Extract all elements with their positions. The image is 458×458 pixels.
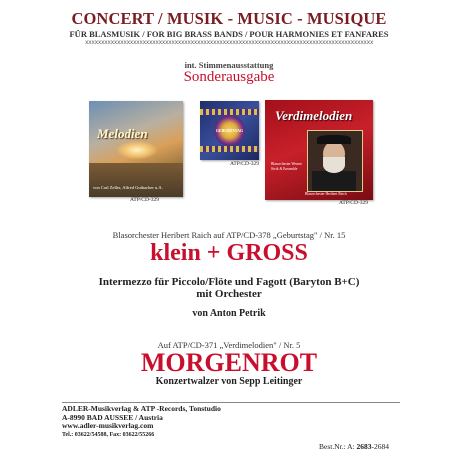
order-number-suffix: -2684: [371, 442, 390, 451]
piece1-composer: von Anton Petrik: [192, 308, 266, 319]
cd-cover-title: GEBURTSTAG: [215, 128, 244, 133]
piece2-title: MORGENROT: [140, 348, 318, 377]
cd-cover-names: von Carl Zeller, Alfred Gutbacher u.A.: [93, 185, 163, 190]
cd-cover-band: Blasorchester Heribert Reich: [305, 192, 347, 196]
publisher-address: A-8990 BAD AUSSEE / Austria: [62, 412, 163, 422]
piece1-description-line2: mit Orchester: [196, 288, 262, 300]
portrait-image: [307, 130, 363, 192]
page-subtitle: FÜR BLASMUSIK / FOR BIG BRASS BANDS / POUR HARMONIES ET FANFARES: [69, 29, 389, 39]
footer-divider: [62, 402, 400, 403]
portrait-hat: [317, 135, 351, 144]
cd-cover-title: Verdimelodien: [275, 108, 353, 123]
cd-cover-geburtstag: [200, 101, 259, 160]
publisher-phone: Tel.: 03622/54588, Fax: 03622/55266: [62, 431, 155, 438]
order-label: Best.Nr.: A:: [319, 442, 355, 451]
cd-cover-text: Blasorchester Werner Sivik & Ensemble: [271, 162, 302, 171]
cd-cover-verdimelodien: [265, 100, 373, 200]
piece1-source: Blasorchester Heribert Raich auf ATP/CD-378 „Geburtstag" / Nr. 15: [112, 230, 346, 240]
publisher-website: www.adler-musikverlag.com: [62, 421, 154, 431]
portrait-beard: [323, 157, 345, 173]
cd-code: ATP/CD-329: [339, 200, 369, 206]
piece2-source: Auf ATP/CD-371 „Verdimelodien" / Nr. 5: [157, 340, 301, 350]
stimmen-label: int. Stimmenausstattung: [184, 60, 274, 70]
piece2-subtitle: Konzertwalzer von Sepp Leitinger: [155, 376, 303, 387]
piece1-description-line1: Intermezzo für Piccolo/Flöte und Fagott (Baryton B+C): [98, 276, 360, 288]
piece1-title: klein + GROSS: [150, 240, 308, 266]
separator-line: xxxxxxxxxxxxxxxxxxxxxxxxxxxxxxxxxxxxxxxxxxxxxxxxxxxxxxxxxxxxxxxxxxxxxxxxxxxxxxxxxxxxxxxxxx: [84, 39, 374, 46]
order-number-value: 2683: [356, 442, 372, 451]
cd-code: ATP/CD-329: [230, 161, 260, 167]
cd-code: ATP/CD-329: [130, 197, 160, 203]
cd-cover-melodien: [89, 101, 183, 197]
publisher-block: [62, 405, 221, 439]
page-title: CONCERT / MUSIK - MUSIC - MUSIQUE: [71, 9, 387, 28]
portrait-coat: [312, 171, 356, 191]
publisher-name: ADLER-Musikverlag & ATP -Records, Tonstudio: [62, 404, 221, 413]
order-number: [319, 442, 389, 451]
landscape-graphic: [89, 163, 183, 197]
cd-cover-title: Melodien: [97, 126, 148, 141]
decorative-band: [200, 146, 259, 152]
sunset-graphic: [117, 141, 157, 159]
sonderausgabe-label: Sonderausgabe: [183, 69, 275, 85]
